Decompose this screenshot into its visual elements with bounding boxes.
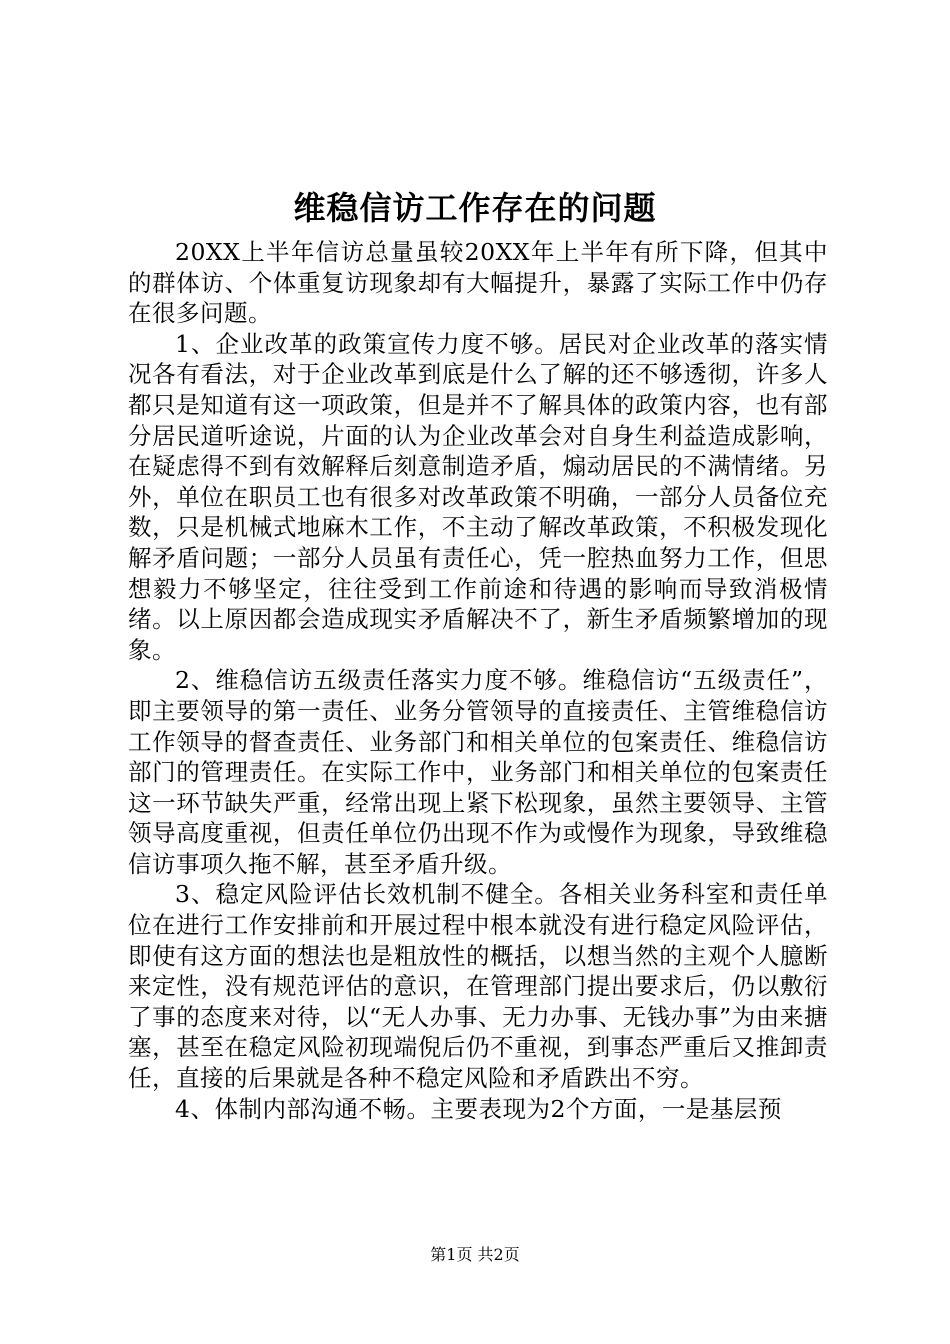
paragraph-intro: 20XX上半年信访总量虽较20XX年上半年有所下降，但其中的群体访、个体重复访现象却有大幅提升，暴露了实际工作中仍存在很多问题。 (128, 238, 828, 328)
document-body (128, 237, 828, 1124)
paragraph-item-1: 1、企业改革的政策宣传力度不够。居民对企业改革的落实情况各有看法，对于企业改革到底是什么了解的还不够透彻，许多人都只是知道有这一项政策，但是并不了解具体的政策内容，也有部分居民道听途说，片面的认为企业改革会对自身生利益造成影响，在疑虑得不到有效解释后刻意制造矛盾，煽动居民的不满情绪。另外，单位在职员工也有很多对改革政策不明确，一部分人员备位充数，只是机械式地麻木工作，不主动了解改革政策，不积极发现化解矛盾问题；一部分人员虽有责任心，凭一腔热血努力工作，但思想毅力不够坚定，往往受到工作前途和待遇的影响而导致消极情绪。以上原因都会造成现实矛盾解决不了，新生矛盾频繁增加的现象。 (128, 329, 828, 664)
page-footer: 第1页 共2页 (430, 1245, 520, 1264)
paragraph-item-4: 4、体制内部沟通不畅。主要表现为2个方面，一是基层预 (175, 1094, 782, 1123)
document-title: 维稳信访工作存在的问题 (293, 189, 657, 227)
paragraph-item-3: 3、稳定风险评估长效机制不健全。各相关业务科室和责任单位在进行工作安排前和开展过程中根本就没有进行稳定风险评估，即使有这方面的想法也是粗放性的概括，以想当然的主观个人臆断来定性，没有规范评估的意识，在管理部门提出要求后，仍以敷衍了事的态度来对待，以“无人办事、无力办事、无钱办事”为由来搪塞，甚至在稳定风险初现端倪后仍不重视，到事态严重后又推卸责任，直接的后果就是各种不稳定风险和矛盾跌出不穷。 (128, 880, 828, 1093)
paragraph-item-2: 2、维稳信访五级责任落实力度不够。维稳信访“五级责任”，即主要领导的第一责任、业务分管领导的直接责任、主管维稳信访工作领导的督查责任、业务部门和相关单位的包案责任、维稳信访部门的管理责任。在实际工作中，业务部门和相关单位的包案责任这一环节缺失严重，经常出现上紧下松现象，虽然主要领导、主管领导高度重视，但责任单位仍出现不作为或慢作为现象，导致维稳信访事项久拖不解，甚至矛盾升级。 (128, 666, 828, 878)
